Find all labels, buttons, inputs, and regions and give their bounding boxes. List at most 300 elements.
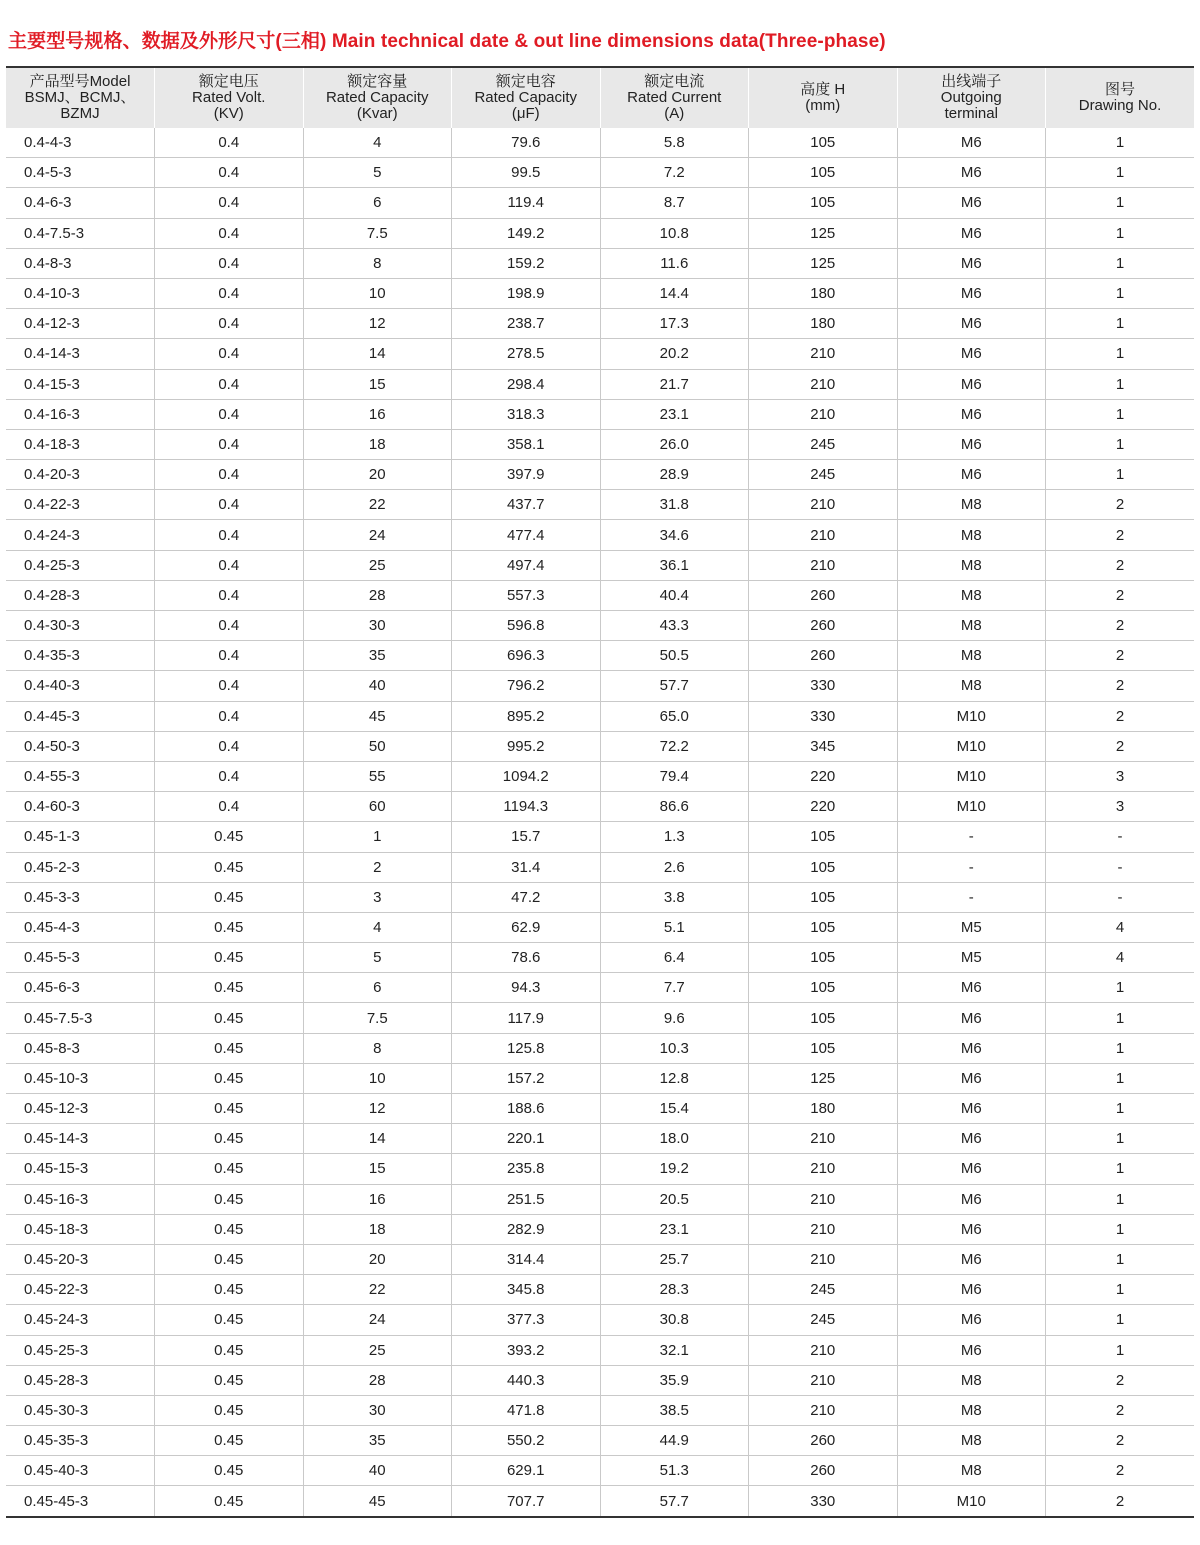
table-row bbox=[6, 1033, 1194, 1063]
cell-rated-voltage: 0.4 bbox=[155, 671, 304, 701]
cell-rated-capacity-kvar: 7.5 bbox=[303, 1003, 452, 1033]
cell-model: 0.4-8-3 bbox=[6, 248, 155, 278]
cell-drawing-no: 1 bbox=[1046, 1275, 1195, 1305]
cell-rated-capacitance: 119.4 bbox=[452, 188, 601, 218]
cell-model: 0.4-40-3 bbox=[6, 671, 155, 701]
cell-rated-current: 36.1 bbox=[600, 550, 749, 580]
cell-outgoing-terminal: M6 bbox=[897, 1154, 1046, 1184]
cell-rated-voltage: 0.4 bbox=[155, 429, 304, 459]
cell-height: 210 bbox=[749, 1395, 898, 1425]
cell-drawing-no: 1 bbox=[1046, 339, 1195, 369]
cell-model: 0.45-3-3 bbox=[6, 882, 155, 912]
cell-height: 105 bbox=[749, 1033, 898, 1063]
cell-model: 0.4-50-3 bbox=[6, 731, 155, 761]
cell-drawing-no: 2 bbox=[1046, 671, 1195, 701]
cell-model: 0.4-30-3 bbox=[6, 611, 155, 641]
page-title: 主要型号规格、数据及外形尺寸(三相) Main technical date & out line dimensions data(Three-phase) bbox=[8, 31, 886, 52]
cell-rated-capacitance: 157.2 bbox=[452, 1063, 601, 1093]
cell-rated-capacitance: 278.5 bbox=[452, 339, 601, 369]
cell-rated-capacitance: 62.9 bbox=[452, 912, 601, 942]
cell-height: 105 bbox=[749, 912, 898, 942]
cell-rated-capacity-kvar: 16 bbox=[303, 1184, 452, 1214]
cell-drawing-no: 3 bbox=[1046, 761, 1195, 791]
cell-outgoing-terminal: M6 bbox=[897, 1244, 1046, 1274]
cell-rated-capacitance: 31.4 bbox=[452, 852, 601, 882]
cell-model: 0.45-18-3 bbox=[6, 1214, 155, 1244]
cell-outgoing-terminal: M6 bbox=[897, 128, 1046, 158]
cell-model: 0.4-24-3 bbox=[6, 520, 155, 550]
header-line: Rated Capacity bbox=[474, 89, 578, 106]
cell-drawing-no: 1 bbox=[1046, 973, 1195, 1003]
cell-rated-capacity-kvar: 5 bbox=[303, 158, 452, 188]
cell-rated-current: 2.6 bbox=[600, 852, 749, 882]
cell-model: 0.45-28-3 bbox=[6, 1365, 155, 1395]
cell-model: 0.45-22-3 bbox=[6, 1275, 155, 1305]
cell-height: 180 bbox=[749, 309, 898, 339]
cell-rated-voltage: 0.4 bbox=[155, 520, 304, 550]
table-row bbox=[6, 1486, 1194, 1517]
cell-rated-voltage: 0.4 bbox=[155, 128, 304, 158]
cell-rated-voltage: 0.45 bbox=[155, 882, 304, 912]
cell-drawing-no: 1 bbox=[1046, 1003, 1195, 1033]
header-line: 额定容量 bbox=[347, 73, 408, 90]
cell-rated-current: 31.8 bbox=[600, 490, 749, 520]
cell-rated-voltage: 0.45 bbox=[155, 1214, 304, 1244]
cell-rated-capacitance: 596.8 bbox=[452, 611, 601, 641]
cell-rated-voltage: 0.4 bbox=[155, 278, 304, 308]
cell-rated-capacitance: 477.4 bbox=[452, 520, 601, 550]
cell-height: 180 bbox=[749, 278, 898, 308]
cell-model: 0.45-6-3 bbox=[6, 973, 155, 1003]
cell-rated-capacity-kvar: 30 bbox=[303, 611, 452, 641]
column-header-outgoing-terminal bbox=[897, 67, 1046, 128]
cell-rated-current: 30.8 bbox=[600, 1305, 749, 1335]
cell-drawing-no: 1 bbox=[1046, 399, 1195, 429]
table-row bbox=[6, 399, 1194, 429]
table-row bbox=[6, 882, 1194, 912]
cell-rated-voltage: 0.4 bbox=[155, 611, 304, 641]
cell-rated-capacity-kvar: 40 bbox=[303, 671, 452, 701]
cell-height: 210 bbox=[749, 1335, 898, 1365]
header-line: (mm) bbox=[805, 97, 841, 114]
cell-rated-current: 1.3 bbox=[600, 822, 749, 852]
cell-drawing-no: 2 bbox=[1046, 1426, 1195, 1456]
cell-model: 0.4-20-3 bbox=[6, 460, 155, 490]
cell-model: 0.45-5-3 bbox=[6, 943, 155, 973]
cell-outgoing-terminal: M6 bbox=[897, 399, 1046, 429]
table-row bbox=[6, 429, 1194, 459]
cell-outgoing-terminal: - bbox=[897, 822, 1046, 852]
cell-rated-current: 21.7 bbox=[600, 369, 749, 399]
cell-model: 0.4-22-3 bbox=[6, 490, 155, 520]
cell-outgoing-terminal: M6 bbox=[897, 1003, 1046, 1033]
cell-rated-capacitance: 796.2 bbox=[452, 671, 601, 701]
cell-rated-voltage: 0.45 bbox=[155, 1395, 304, 1425]
cell-outgoing-terminal: M8 bbox=[897, 1365, 1046, 1395]
cell-rated-capacity-kvar: 18 bbox=[303, 429, 452, 459]
cell-rated-capacity-kvar: 20 bbox=[303, 460, 452, 490]
cell-outgoing-terminal: M6 bbox=[897, 1305, 1046, 1335]
cell-rated-capacitance: 47.2 bbox=[452, 882, 601, 912]
cell-rated-voltage: 0.45 bbox=[155, 1154, 304, 1184]
table-row bbox=[6, 1124, 1194, 1154]
cell-drawing-no: 2 bbox=[1046, 641, 1195, 671]
cell-model: 0.4-7.5-3 bbox=[6, 218, 155, 248]
cell-rated-capacity-kvar: 7.5 bbox=[303, 218, 452, 248]
cell-rated-voltage: 0.4 bbox=[155, 369, 304, 399]
cell-rated-voltage: 0.45 bbox=[155, 1124, 304, 1154]
cell-rated-capacitance: 238.7 bbox=[452, 309, 601, 339]
cell-rated-current: 26.0 bbox=[600, 429, 749, 459]
cell-drawing-no: 1 bbox=[1046, 1094, 1195, 1124]
header-line: BZMJ bbox=[60, 105, 100, 122]
cell-rated-capacitance: 437.7 bbox=[452, 490, 601, 520]
cell-model: 0.4-15-3 bbox=[6, 369, 155, 399]
cell-height: 260 bbox=[749, 580, 898, 610]
cell-rated-capacity-kvar: 28 bbox=[303, 580, 452, 610]
cell-rated-voltage: 0.4 bbox=[155, 761, 304, 791]
cell-rated-capacity-kvar: 6 bbox=[303, 188, 452, 218]
table-row bbox=[6, 278, 1194, 308]
cell-rated-voltage: 0.45 bbox=[155, 1456, 304, 1486]
cell-rated-capacitance: 78.6 bbox=[452, 943, 601, 973]
cell-rated-capacity-kvar: 35 bbox=[303, 1426, 452, 1456]
cell-rated-capacity-kvar: 45 bbox=[303, 1486, 452, 1517]
cell-rated-current: 72.2 bbox=[600, 731, 749, 761]
cell-rated-current: 35.9 bbox=[600, 1365, 749, 1395]
cell-rated-current: 17.3 bbox=[600, 309, 749, 339]
cell-rated-capacitance: 117.9 bbox=[452, 1003, 601, 1033]
cell-rated-capacitance: 497.4 bbox=[452, 550, 601, 580]
cell-outgoing-terminal: M10 bbox=[897, 731, 1046, 761]
cell-rated-capacitance: 440.3 bbox=[452, 1365, 601, 1395]
cell-rated-capacitance: 318.3 bbox=[452, 399, 601, 429]
cell-rated-capacitance: 1094.2 bbox=[452, 761, 601, 791]
column-header-model bbox=[6, 67, 155, 128]
table-row bbox=[6, 973, 1194, 1003]
header-line: (Kvar) bbox=[356, 105, 398, 122]
table-row bbox=[6, 1184, 1194, 1214]
cell-rated-capacity-kvar: 40 bbox=[303, 1456, 452, 1486]
cell-outgoing-terminal: M6 bbox=[897, 1214, 1046, 1244]
cell-outgoing-terminal: M6 bbox=[897, 1184, 1046, 1214]
cell-outgoing-terminal: M10 bbox=[897, 761, 1046, 791]
cell-rated-capacity-kvar: 16 bbox=[303, 399, 452, 429]
cell-height: 125 bbox=[749, 218, 898, 248]
cell-rated-current: 43.3 bbox=[600, 611, 749, 641]
cell-rated-capacitance: 696.3 bbox=[452, 641, 601, 671]
cell-outgoing-terminal: - bbox=[897, 852, 1046, 882]
cell-height: 105 bbox=[749, 882, 898, 912]
cell-drawing-no: 2 bbox=[1046, 520, 1195, 550]
cell-drawing-no: 2 bbox=[1046, 550, 1195, 580]
cell-drawing-no: 2 bbox=[1046, 1365, 1195, 1395]
cell-outgoing-terminal: M8 bbox=[897, 641, 1046, 671]
cell-height: 105 bbox=[749, 158, 898, 188]
table-row bbox=[6, 1395, 1194, 1425]
cell-rated-capacitance: 557.3 bbox=[452, 580, 601, 610]
cell-drawing-no: 3 bbox=[1046, 792, 1195, 822]
cell-model: 0.45-8-3 bbox=[6, 1033, 155, 1063]
cell-rated-capacitance: 1194.3 bbox=[452, 792, 601, 822]
cell-outgoing-terminal: M6 bbox=[897, 309, 1046, 339]
cell-outgoing-terminal: M6 bbox=[897, 188, 1046, 218]
cell-outgoing-terminal: M6 bbox=[897, 278, 1046, 308]
cell-height: 105 bbox=[749, 852, 898, 882]
cell-rated-capacitance: 995.2 bbox=[452, 731, 601, 761]
cell-model: 0.45-30-3 bbox=[6, 1395, 155, 1425]
cell-drawing-no: 1 bbox=[1046, 369, 1195, 399]
cell-height: 345 bbox=[749, 731, 898, 761]
cell-rated-voltage: 0.4 bbox=[155, 309, 304, 339]
cell-rated-capacity-kvar: 8 bbox=[303, 248, 452, 278]
cell-rated-voltage: 0.4 bbox=[155, 550, 304, 580]
cell-outgoing-terminal: M6 bbox=[897, 1063, 1046, 1093]
cell-rated-current: 20.2 bbox=[600, 339, 749, 369]
header-line: BSMJ、BCMJ、 bbox=[24, 89, 136, 106]
cell-drawing-no: 2 bbox=[1046, 580, 1195, 610]
cell-outgoing-terminal: M5 bbox=[897, 943, 1046, 973]
column-header-rated-capacity-kvar bbox=[303, 67, 452, 128]
cell-rated-current: 20.5 bbox=[600, 1184, 749, 1214]
cell-rated-capacity-kvar: 14 bbox=[303, 339, 452, 369]
cell-rated-capacitance: 94.3 bbox=[452, 973, 601, 1003]
cell-rated-capacity-kvar: 14 bbox=[303, 1124, 452, 1154]
cell-outgoing-terminal: M6 bbox=[897, 460, 1046, 490]
cell-rated-voltage: 0.45 bbox=[155, 912, 304, 942]
cell-rated-capacity-kvar: 18 bbox=[303, 1214, 452, 1244]
cell-rated-current: 7.2 bbox=[600, 158, 749, 188]
table-row bbox=[6, 218, 1194, 248]
cell-rated-capacitance: 358.1 bbox=[452, 429, 601, 459]
table-row bbox=[6, 309, 1194, 339]
cell-outgoing-terminal: M5 bbox=[897, 912, 1046, 942]
cell-rated-capacity-kvar: 10 bbox=[303, 278, 452, 308]
cell-height: 210 bbox=[749, 399, 898, 429]
header-line: (μF) bbox=[511, 105, 540, 122]
cell-height: 260 bbox=[749, 641, 898, 671]
cell-drawing-no: 1 bbox=[1046, 248, 1195, 278]
cell-rated-voltage: 0.4 bbox=[155, 218, 304, 248]
cell-height: 105 bbox=[749, 128, 898, 158]
table-row bbox=[6, 731, 1194, 761]
cell-height: 245 bbox=[749, 429, 898, 459]
cell-rated-current: 40.4 bbox=[600, 580, 749, 610]
header-line: terminal bbox=[944, 105, 998, 122]
cell-rated-current: 28.3 bbox=[600, 1275, 749, 1305]
cell-drawing-no: 4 bbox=[1046, 912, 1195, 942]
cell-outgoing-terminal: M6 bbox=[897, 339, 1046, 369]
cell-outgoing-terminal: M8 bbox=[897, 520, 1046, 550]
cell-model: 0.45-40-3 bbox=[6, 1456, 155, 1486]
cell-rated-current: 12.8 bbox=[600, 1063, 749, 1093]
cell-rated-capacity-kvar: 15 bbox=[303, 1154, 452, 1184]
table-row bbox=[6, 641, 1194, 671]
cell-outgoing-terminal: M6 bbox=[897, 158, 1046, 188]
column-header-height bbox=[749, 67, 898, 128]
cell-rated-capacity-kvar: 5 bbox=[303, 943, 452, 973]
table-row bbox=[6, 1426, 1194, 1456]
cell-outgoing-terminal: M6 bbox=[897, 1335, 1046, 1365]
table-row bbox=[6, 1214, 1194, 1244]
column-header-drawing-no bbox=[1046, 67, 1195, 128]
cell-model: 0.4-4-3 bbox=[24, 134, 72, 152]
cell-rated-capacitance: 99.5 bbox=[452, 158, 601, 188]
cell-rated-voltage: 0.4 bbox=[155, 188, 304, 218]
header-line: (A) bbox=[664, 105, 685, 122]
cell-rated-capacitance: 393.2 bbox=[452, 1335, 601, 1365]
cell-rated-current: 65.0 bbox=[600, 701, 749, 731]
table-row bbox=[6, 822, 1194, 852]
cell-rated-current: 32.1 bbox=[600, 1335, 749, 1365]
cell-rated-capacitance: 397.9 bbox=[452, 460, 601, 490]
cell-height: 210 bbox=[749, 550, 898, 580]
cell-height: 125 bbox=[749, 1063, 898, 1093]
cell-drawing-no: 1 bbox=[1046, 1063, 1195, 1093]
cell-rated-current: 14.4 bbox=[600, 278, 749, 308]
cell-height: 260 bbox=[749, 1426, 898, 1456]
cell-outgoing-terminal: M6 bbox=[897, 1094, 1046, 1124]
cell-rated-current: 57.7 bbox=[600, 671, 749, 701]
table-row bbox=[6, 1305, 1194, 1335]
cell-height: 210 bbox=[749, 520, 898, 550]
cell-drawing-no: - bbox=[1046, 882, 1195, 912]
cell-rated-capacitance: 629.1 bbox=[452, 1456, 601, 1486]
table-row bbox=[6, 761, 1194, 791]
cell-rated-current: 38.5 bbox=[600, 1395, 749, 1425]
cell-outgoing-terminal: M8 bbox=[897, 1395, 1046, 1425]
header-line: Outgoing bbox=[940, 89, 1002, 106]
cell-model: 0.45-4-3 bbox=[6, 912, 155, 942]
cell-rated-current: 15.4 bbox=[600, 1094, 749, 1124]
cell-drawing-no: 1 bbox=[1046, 460, 1195, 490]
cell-rated-capacitance: 125.8 bbox=[452, 1033, 601, 1063]
cell-rated-current: 19.2 bbox=[600, 1154, 749, 1184]
header-line: Rated Volt. bbox=[192, 89, 266, 106]
cell-height: 210 bbox=[749, 490, 898, 520]
cell-rated-current: 23.1 bbox=[600, 1214, 749, 1244]
cell-rated-capacity-kvar: 55 bbox=[303, 761, 452, 791]
cell-height: 210 bbox=[749, 1124, 898, 1154]
cell-rated-current: 79.4 bbox=[600, 761, 749, 791]
cell-rated-capacity-kvar: 4 bbox=[303, 128, 452, 158]
cell-rated-voltage: 0.45 bbox=[155, 852, 304, 882]
cell-model: 0.45-16-3 bbox=[6, 1184, 155, 1214]
cell-rated-voltage: 0.45 bbox=[155, 1275, 304, 1305]
cell-height: 330 bbox=[749, 701, 898, 731]
cell-drawing-no: 1 bbox=[1046, 188, 1195, 218]
cell-height: 260 bbox=[749, 611, 898, 641]
cell-model: 0.45-2-3 bbox=[6, 852, 155, 882]
cell-rated-capacity-kvar: 12 bbox=[303, 1094, 452, 1124]
cell-rated-current: 7.7 bbox=[600, 973, 749, 1003]
cell-outgoing-terminal: M8 bbox=[897, 1456, 1046, 1486]
cell-rated-capacitance: 15.7 bbox=[452, 822, 601, 852]
cell-rated-capacitance: 377.3 bbox=[452, 1305, 601, 1335]
cell-drawing-no: 1 bbox=[1046, 1335, 1195, 1365]
cell-model: 0.4-10-3 bbox=[6, 278, 155, 308]
cell-rated-capacity-kvar: 8 bbox=[303, 1033, 452, 1063]
cell-drawing-no: 1 bbox=[1046, 1154, 1195, 1184]
cell-rated-capacity-kvar: 10 bbox=[303, 1063, 452, 1093]
cell-rated-current: 28.9 bbox=[600, 460, 749, 490]
cell-rated-capacitance: 550.2 bbox=[452, 1426, 601, 1456]
cell-rated-voltage: 0.45 bbox=[155, 1426, 304, 1456]
cell-model: 0.4-14-3 bbox=[6, 339, 155, 369]
table-row bbox=[6, 580, 1194, 610]
cell-outgoing-terminal: M6 bbox=[897, 973, 1046, 1003]
table-body bbox=[6, 128, 1194, 1517]
table-row bbox=[6, 1003, 1194, 1033]
cell-rated-voltage: 0.4 bbox=[155, 701, 304, 731]
cell-rated-capacity-kvar: 2 bbox=[303, 852, 452, 882]
header-line: Rated Current bbox=[627, 89, 722, 106]
cell-outgoing-terminal: M8 bbox=[897, 671, 1046, 701]
cell-drawing-no: 1 bbox=[1046, 1244, 1195, 1274]
table-row bbox=[6, 671, 1194, 701]
cell-rated-current: 25.7 bbox=[600, 1244, 749, 1274]
cell-model: 0.45-45-3 bbox=[6, 1486, 155, 1517]
cell-rated-capacitance: 471.8 bbox=[452, 1395, 601, 1425]
cell-rated-current: 8.7 bbox=[600, 188, 749, 218]
header-line: 额定电容 bbox=[495, 73, 556, 90]
table-row bbox=[6, 943, 1194, 973]
cell-outgoing-terminal: M8 bbox=[897, 550, 1046, 580]
cell-outgoing-terminal: M8 bbox=[897, 1426, 1046, 1456]
table-row bbox=[6, 248, 1194, 278]
cell-drawing-no: 1 bbox=[1046, 158, 1195, 188]
cell-rated-capacitance: 79.6 bbox=[452, 128, 601, 158]
cell-height: 245 bbox=[749, 460, 898, 490]
cell-model: 0.45-7.5-3 bbox=[6, 1003, 155, 1033]
cell-model: 0.4-35-3 bbox=[6, 641, 155, 671]
cell-model: 0.45-35-3 bbox=[6, 1426, 155, 1456]
cell-outgoing-terminal: M10 bbox=[897, 701, 1046, 731]
cell-model: 0.45-12-3 bbox=[6, 1094, 155, 1124]
cell-drawing-no: 1 bbox=[1046, 1184, 1195, 1214]
cell-rated-voltage: 0.45 bbox=[155, 1486, 304, 1517]
cell-rated-capacity-kvar: 22 bbox=[303, 490, 452, 520]
table-row bbox=[6, 158, 1194, 188]
cell-rated-voltage: 0.45 bbox=[155, 1063, 304, 1093]
header-row bbox=[6, 67, 1194, 128]
spec-table bbox=[6, 66, 1194, 1518]
cell-outgoing-terminal: M6 bbox=[897, 218, 1046, 248]
cell-drawing-no: 2 bbox=[1046, 611, 1195, 641]
cell-rated-current: 11.6 bbox=[600, 248, 749, 278]
cell-drawing-no: 2 bbox=[1046, 701, 1195, 731]
cell-height: 220 bbox=[749, 792, 898, 822]
cell-height: 210 bbox=[749, 1154, 898, 1184]
cell-model: 0.4-6-3 bbox=[6, 188, 155, 218]
cell-rated-capacitance: 282.9 bbox=[452, 1214, 601, 1244]
cell-rated-voltage: 0.45 bbox=[155, 1094, 304, 1124]
cell-drawing-no: 1 bbox=[1046, 218, 1195, 248]
cell-model: 0.45-1-3 bbox=[6, 822, 155, 852]
cell-model: 0.4-25-3 bbox=[6, 550, 155, 580]
cell-rated-capacity-kvar: 60 bbox=[303, 792, 452, 822]
table-row bbox=[6, 852, 1194, 882]
cell-height: 105 bbox=[749, 188, 898, 218]
cell-height: 105 bbox=[749, 973, 898, 1003]
table-row bbox=[6, 369, 1194, 399]
table-row bbox=[6, 490, 1194, 520]
cell-rated-current: 57.7 bbox=[600, 1486, 749, 1517]
table-row bbox=[6, 701, 1194, 731]
cell-model: 0.45-20-3 bbox=[6, 1244, 155, 1274]
header-line: 额定电压 bbox=[198, 73, 259, 90]
cell-rated-capacity-kvar: 35 bbox=[303, 641, 452, 671]
